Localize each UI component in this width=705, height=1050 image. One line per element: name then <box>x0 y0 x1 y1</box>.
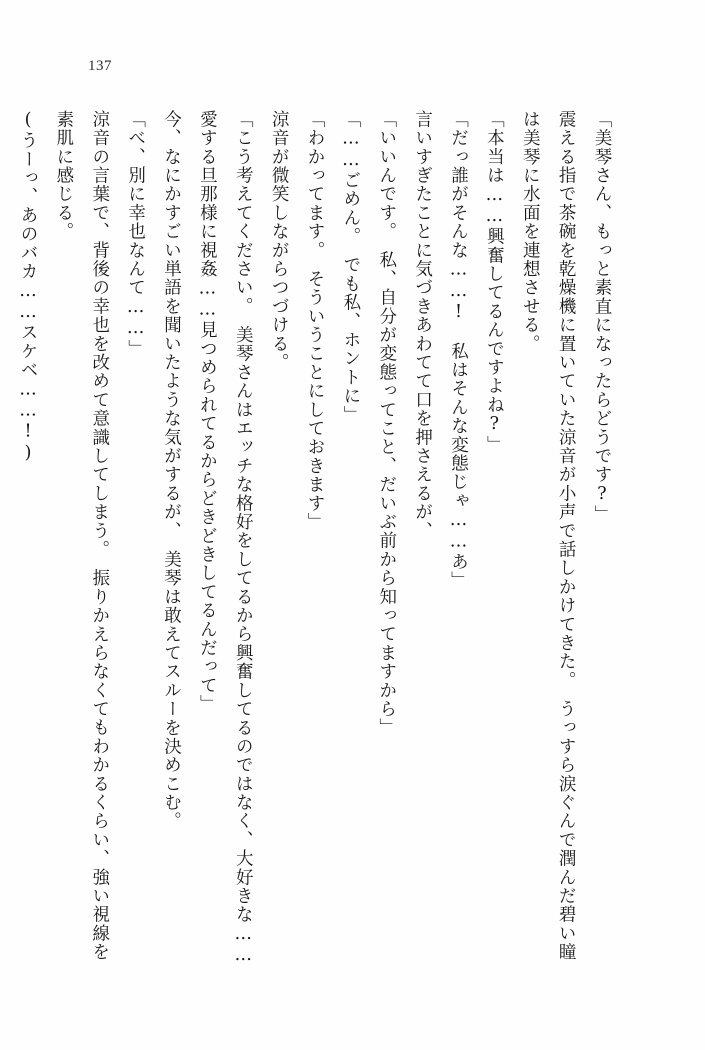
paragraph: 「わかってます。 そういうことにしておきます」 <box>305 110 325 532</box>
paragraph: 「いいんです。 私、自分が変態ってこと、だいぶ前から知ってますから」 <box>376 110 397 738</box>
paragraph: 「本当は……興奮してるんですよね?」 <box>484 110 505 455</box>
paragraph: 「美琴さん、もっと素直になったらどうです?」 <box>592 110 612 524</box>
paragraph: 「こう考えてください。 美琴さんはエッチな格好をしてるから興奮してるのではなく、大好きな……愛する旦那様に視姦……見つめられてるからどきどきしてるんだって」 <box>197 110 254 967</box>
paragraph: 「だっ誰がそんな……! 私はそんな変態じゃ……あ」 <box>448 110 469 590</box>
paragraph: 今、なにかすごい単語を聞いたような気がするが、 美琴は敢えてスルーを決めこむ。 <box>161 110 182 831</box>
paragraph: 「べ、別に幸也なんて……」 <box>125 110 146 359</box>
paragraph: 「……ごめん。 でも私、ホントに」 <box>340 110 361 425</box>
paragraph: 言いすぎたことに気づきあわてて口を押さえるが、 <box>412 110 433 541</box>
paragraph: 涼音が微笑しながらつづける。 <box>269 110 290 372</box>
paragraph: (うーっ、あのバカ……スケベ……!) <box>18 110 38 465</box>
paragraph: 震える指で茶碗を乾燥機に置いていた涼音が小声で話しかけてきた。 うっすら涙ぐんで潤んだ碧い瞳は美琴に水面を連想させる。 <box>520 110 577 962</box>
vertical-text-body <box>18 110 619 970</box>
page-number: 137 <box>88 58 112 74</box>
paragraph: 涼音の言葉で、背後の幸也を改めて意識してしまう。 振りかえらなくてもわかるくらい、強い視線を素肌に感じる。 <box>53 110 110 962</box>
